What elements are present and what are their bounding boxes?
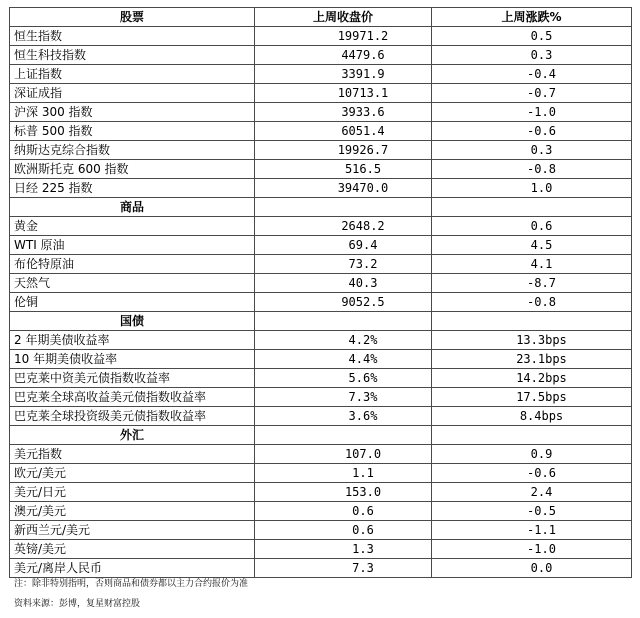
row-change: 4.5	[432, 236, 632, 255]
row-change: -0.4	[432, 65, 632, 84]
row-name: 黄金	[10, 217, 255, 236]
row-price: 0.6	[255, 502, 432, 521]
table-row	[10, 464, 632, 483]
row-change: -8.7	[432, 274, 632, 293]
row-name: 新西兰元/美元	[10, 521, 255, 540]
row-change: -0.7	[432, 84, 632, 103]
row-price: 19926.7	[255, 141, 432, 160]
row-price: 7.3%	[255, 388, 432, 407]
row-price: 19971.2	[255, 27, 432, 46]
table-row	[10, 46, 632, 65]
row-name: 标普 500 指数	[10, 122, 255, 141]
table-row	[10, 350, 632, 369]
table-row	[10, 236, 632, 255]
table-row	[10, 445, 632, 464]
row-name: WTI 原油	[10, 236, 255, 255]
row-price: 1.3	[255, 540, 432, 559]
row-name: 美元/离岸人民币	[10, 559, 255, 578]
row-change: 0.9	[432, 445, 632, 464]
row-price: 107.0	[255, 445, 432, 464]
row-price: 39470.0	[255, 179, 432, 198]
header-change: 上周涨跌%	[432, 8, 632, 27]
row-change: -0.6	[432, 122, 632, 141]
row-change: -1.0	[432, 103, 632, 122]
empty-cell	[432, 312, 632, 331]
row-price: 10713.1	[255, 84, 432, 103]
empty-cell	[255, 312, 432, 331]
row-change: 23.1bps	[432, 350, 632, 369]
section-header-row	[10, 198, 632, 217]
table-row	[10, 255, 632, 274]
row-change: 0.6	[432, 217, 632, 236]
row-name: 深证成指	[10, 84, 255, 103]
row-change: 0.3	[432, 46, 632, 65]
table-row	[10, 407, 632, 426]
row-name: 美元/日元	[10, 483, 255, 502]
row-name: 天然气	[10, 274, 255, 293]
row-name: 恒生指数	[10, 27, 255, 46]
row-change: -0.8	[432, 293, 632, 312]
table-row	[10, 103, 632, 122]
section-title: 国债	[10, 312, 255, 331]
row-price: 3.6%	[255, 407, 432, 426]
row-change: -1.0	[432, 540, 632, 559]
table-row	[10, 293, 632, 312]
row-change: -0.8	[432, 160, 632, 179]
empty-cell	[432, 198, 632, 217]
empty-cell	[255, 198, 432, 217]
table-row	[10, 559, 632, 578]
row-change: 2.4	[432, 483, 632, 502]
table-row	[10, 217, 632, 236]
row-price: 73.2	[255, 255, 432, 274]
table-row	[10, 122, 632, 141]
table-row	[10, 502, 632, 521]
table-row	[10, 521, 632, 540]
row-change: 14.2bps	[432, 369, 632, 388]
empty-cell	[255, 426, 432, 445]
row-name: 巴克莱中资美元债指数收益率	[10, 369, 255, 388]
row-name: 恒生科技指数	[10, 46, 255, 65]
row-price: 40.3	[255, 274, 432, 293]
row-change: 0.3	[432, 141, 632, 160]
table-header-row	[10, 8, 632, 27]
row-price: 0.6	[255, 521, 432, 540]
row-name: 美元指数	[10, 445, 255, 464]
row-price: 4.2%	[255, 331, 432, 350]
row-change: 8.4bps	[432, 407, 632, 426]
row-change: 4.1	[432, 255, 632, 274]
row-name: 欧元/美元	[10, 464, 255, 483]
row-price: 5.6%	[255, 369, 432, 388]
header-price: 上周收盘价	[255, 8, 432, 27]
empty-cell	[432, 426, 632, 445]
row-name: 巴克莱全球高收益美元债指数收益率	[10, 388, 255, 407]
row-price: 2648.2	[255, 217, 432, 236]
row-name: 欧洲斯托克 600 指数	[10, 160, 255, 179]
header-name: 股票	[10, 8, 255, 27]
row-change: 0.5	[432, 27, 632, 46]
row-name: 纳斯达克综合指数	[10, 141, 255, 160]
table-row	[10, 274, 632, 293]
table-body	[10, 27, 632, 578]
row-name: 澳元/美元	[10, 502, 255, 521]
row-change: 0.0	[432, 559, 632, 578]
source-note: 资料来源：彭博，复星财富控股	[14, 599, 141, 609]
row-name: 沪深 300 指数	[10, 103, 255, 122]
row-name: 2 年期美债收益率	[10, 331, 255, 350]
row-price: 9052.5	[255, 293, 432, 312]
table-row	[10, 65, 632, 84]
row-name: 布伦特原油	[10, 255, 255, 274]
market-summary-table	[9, 7, 632, 578]
table-row	[10, 388, 632, 407]
row-price: 7.3	[255, 559, 432, 578]
table-row	[10, 141, 632, 160]
row-price: 1.1	[255, 464, 432, 483]
section-header-row	[10, 426, 632, 445]
row-name: 伦铜	[10, 293, 255, 312]
row-change: 13.3bps	[432, 331, 632, 350]
row-change: 1.0	[432, 179, 632, 198]
section-title: 外汇	[10, 426, 255, 445]
row-price: 4.4%	[255, 350, 432, 369]
row-price: 4479.6	[255, 46, 432, 65]
row-price: 3933.6	[255, 103, 432, 122]
row-price: 516.5	[255, 160, 432, 179]
row-name: 10 年期美债收益率	[10, 350, 255, 369]
table-row	[10, 160, 632, 179]
row-price: 3391.9	[255, 65, 432, 84]
row-change: -0.6	[432, 464, 632, 483]
row-name: 巴克莱全球投资级美元债指数收益率	[10, 407, 255, 426]
row-price: 69.4	[255, 236, 432, 255]
table-row	[10, 84, 632, 103]
table-row	[10, 27, 632, 46]
row-price: 153.0	[255, 483, 432, 502]
table-row	[10, 483, 632, 502]
footnote: 注：除非特别指明，否则商品和债券都以主力合约报价为准	[14, 579, 249, 589]
row-name: 日经 225 指数	[10, 179, 255, 198]
row-change: -1.1	[432, 521, 632, 540]
table-row	[10, 331, 632, 350]
row-change: -0.5	[432, 502, 632, 521]
section-title: 商品	[10, 198, 255, 217]
row-name: 英镑/美元	[10, 540, 255, 559]
table-row	[10, 369, 632, 388]
row-change: 17.5bps	[432, 388, 632, 407]
table-row	[10, 540, 632, 559]
row-name: 上证指数	[10, 65, 255, 84]
table-row	[10, 179, 632, 198]
row-price: 6051.4	[255, 122, 432, 141]
section-header-row	[10, 312, 632, 331]
